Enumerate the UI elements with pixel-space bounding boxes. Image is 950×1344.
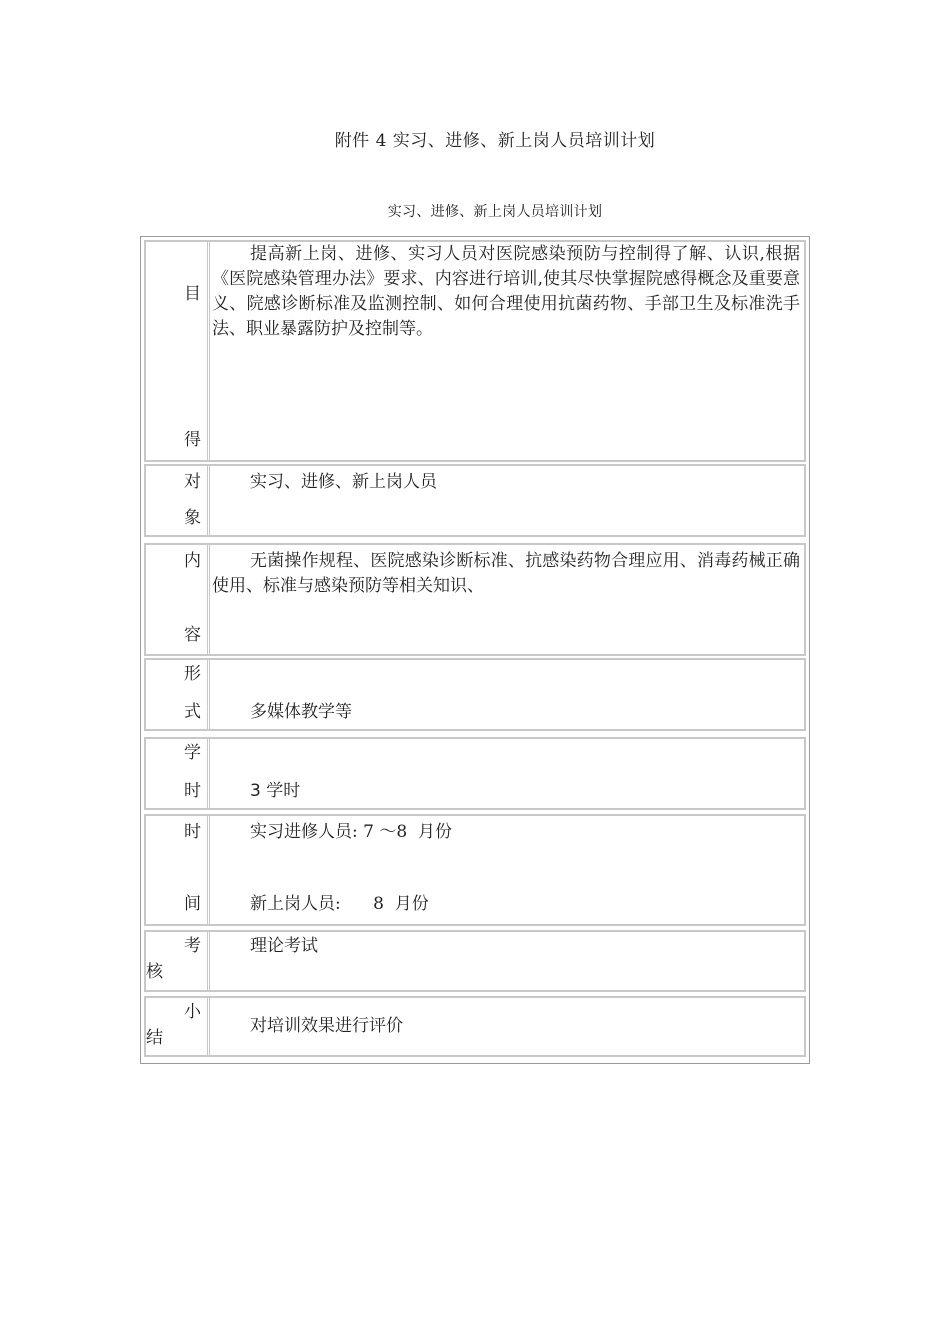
content-cell-assessment xyxy=(212,932,804,990)
label-time-1: 时 xyxy=(184,822,201,842)
row-time xyxy=(144,814,806,926)
label-form-1: 形 xyxy=(184,664,201,684)
row-hours xyxy=(144,737,806,810)
hours-text: 3 学时 xyxy=(250,781,301,801)
summary-text: 对培训效果进行评价 xyxy=(250,1016,403,1036)
row-form xyxy=(144,658,806,731)
label-cell-hours xyxy=(146,739,210,808)
content-text: 无菌操作规程、医院感染诊断标准、抗感染药物合理应用、消毒药械正确使用、标准与感染预防等相关知识、 xyxy=(212,551,800,596)
label-time-2: 间 xyxy=(184,894,201,914)
label-assessment-2: 核 xyxy=(146,962,163,982)
content-cell-content xyxy=(212,545,804,654)
purpose-text: 提高新上岗、进修、实习人员对医院感染预防与控制得了解、认识,根据《医院感染管理办法》要求、内容进行培训,使其尽快掌握院感得概念及重要意义、院感诊断标准及监测控制、如何合理使用抗菌药物、手部卫生及标准洗手法、职业暴露防护及控制等。 xyxy=(212,244,800,339)
label-purpose-2: 得 xyxy=(184,430,201,450)
label-cell-form xyxy=(146,660,210,729)
row-assessment xyxy=(144,930,806,992)
assessment-text: 理论考试 xyxy=(250,936,318,956)
table-caption: 实习、进修、新上岗人员培训计划 xyxy=(387,204,603,220)
label-content-1: 内 xyxy=(184,551,201,571)
training-plan-table xyxy=(140,236,810,1064)
label-content-2: 容 xyxy=(184,625,201,645)
label-assessment-1: 考 xyxy=(184,936,201,956)
label-hours-2: 时 xyxy=(184,781,201,801)
time-line-1: 实习进修人员: 7 ～8 月份 xyxy=(250,822,452,842)
label-cell-summary xyxy=(146,998,210,1055)
label-cell-purpose xyxy=(146,242,210,460)
label-cell-time xyxy=(146,816,210,924)
document-title: 附件 4 实习、进修、新上岗人员培训计划 xyxy=(334,131,656,151)
label-form-2: 式 xyxy=(184,702,201,722)
label-hours-1: 学 xyxy=(184,743,201,763)
label-cell-assessment xyxy=(146,932,210,990)
label-summary-1: 小 xyxy=(184,1002,201,1022)
label-target-2: 象 xyxy=(184,508,201,528)
label-purpose-1: 目 xyxy=(184,284,201,304)
content-cell-form xyxy=(212,660,804,729)
row-target xyxy=(144,464,806,537)
content-cell-target xyxy=(212,466,804,535)
target-text: 实习、进修、新上岗人员 xyxy=(250,472,437,492)
label-cell-content xyxy=(146,545,210,654)
content-cell-summary xyxy=(212,998,804,1055)
time-line-2: 新上岗人员: 8 月份 xyxy=(250,894,429,914)
content-cell-time xyxy=(212,816,804,924)
content-cell-hours xyxy=(212,739,804,808)
label-target-1: 对 xyxy=(184,472,201,492)
row-purpose xyxy=(144,240,806,462)
label-cell-target xyxy=(146,466,210,535)
row-summary xyxy=(144,996,806,1057)
row-content xyxy=(144,543,806,656)
content-cell-purpose xyxy=(212,242,804,460)
form-text: 多媒体教学等 xyxy=(250,702,352,722)
label-summary-2: 结 xyxy=(146,1028,163,1048)
